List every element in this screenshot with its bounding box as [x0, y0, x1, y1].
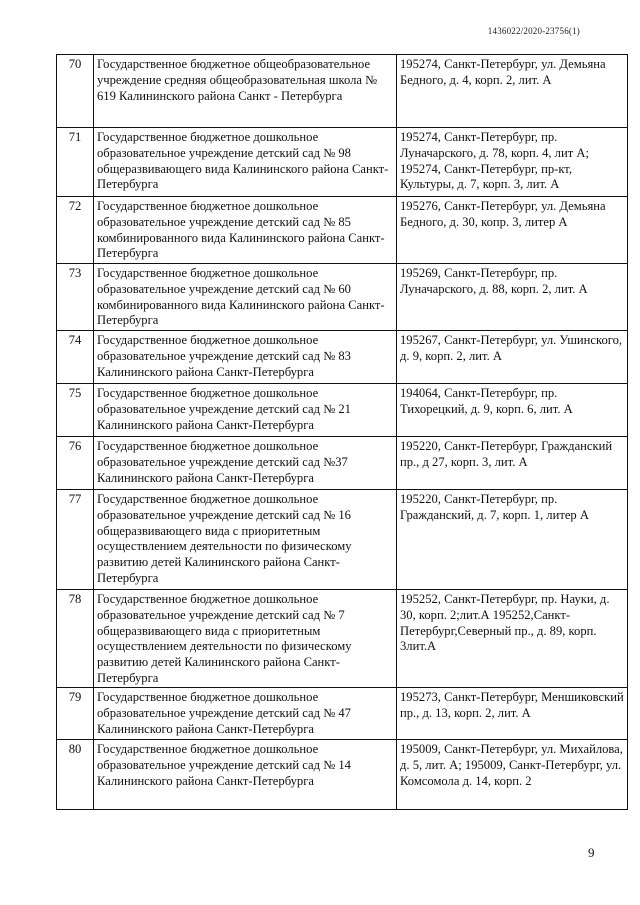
institution-address: 195220, Санкт-Петербург, Гражданский пр., д 27, корп. 3, лит. А [397, 437, 628, 490]
institution-name: Государственное бюджетное дошкольное образовательное учреждение детский сад № 47 Калининского района Санкт-Петербурга [94, 688, 397, 740]
table-row [57, 331, 628, 384]
row-number: 72 [57, 197, 94, 264]
institution-address: 195252, Санкт-Петербург, пр. Науки, д. 30, корп. 2;лит.А 195252,Санкт-Петербург,Северный пр., д. 89, корп. 3лит.А [397, 590, 628, 688]
institution-name: Государственное бюджетное дошкольное образовательное учреждение детский сад № 14 Калининского района Санкт-Петербурга [94, 740, 397, 810]
table-row [57, 128, 628, 197]
institution-address: 195009, Санкт-Петербург, ул. Михайлова, д. 5, лит. А; 195009, Санкт-Петербург, ул. Комсомола д. 14, корп. 2 [397, 740, 628, 810]
institution-address: 195274, Санкт-Петербург, пр. Луначарского, д. 78, корп. 4, лит А; 195274, Санкт-Петербург, пр-кт, Культуры, д. 7, корп. 3, лит. А [397, 128, 628, 197]
row-number: 80 [57, 740, 94, 810]
row-number: 77 [57, 490, 94, 590]
row-number: 73 [57, 264, 94, 331]
institution-address: 195274, Санкт-Петербург, ул. Демьяна Бедного, д. 4, корп. 2, лит. А [397, 55, 628, 128]
row-number: 78 [57, 590, 94, 688]
table-row [57, 490, 628, 590]
row-number: 71 [57, 128, 94, 197]
table-row [57, 688, 628, 740]
row-number: 76 [57, 437, 94, 490]
institution-name: Государственное бюджетное дошкольное образовательное учреждение детский сад № 7 общеразвивающего вида с приоритетным осуществлением деятельности по физическому развитию детей Калининского района Санкт-Петербурга [94, 590, 397, 688]
institutions-table [56, 54, 628, 810]
institution-address: 195276, Санкт-Петербург, ул. Демьяна Бедного, д. 30, копр. 3, литер А [397, 197, 628, 264]
institution-name: Государственное бюджетное дошкольное образовательное учреждение детский сад № 83 Калининского района Санкт-Петербурга [94, 331, 397, 384]
row-number: 74 [57, 331, 94, 384]
institution-name: Государственное бюджетное дошкольное образовательное учреждение детский сад № 60 комбинированного вида Калининского района Санкт-Петербурга [94, 264, 397, 331]
institution-name: Государственное бюджетное дошкольное образовательное учреждение детский сад № 85 комбинированного вида Калининского района Санкт-Петербурга [94, 197, 397, 264]
institution-name: Государственное бюджетное дошкольное образовательное учреждение детский сад № 21 Калининского района Санкт-Петербурга [94, 384, 397, 437]
table-row [57, 197, 628, 264]
institution-address: 195273, Санкт-Петербург, Меншиковский пр., д. 13, корп. 2, лит. А [397, 688, 628, 740]
institution-name: Государственное бюджетное дошкольное образовательное учреждение детский сад №37 Калининского района Санкт-Петербурга [94, 437, 397, 490]
row-number: 79 [57, 688, 94, 740]
page-number: 9 [588, 845, 595, 860]
table-row [57, 590, 628, 688]
table-row [57, 55, 628, 128]
row-number: 70 [57, 55, 94, 128]
table-row [57, 264, 628, 331]
table-row [57, 437, 628, 490]
institution-address: 195220, Санкт-Петербург, пр. Гражданский, д. 7, корп. 1, литер А [397, 490, 628, 590]
institution-name: Государственное бюджетное общеобразовательное учреждение средняя общеобразовательная школа № 619 Калининского района Санкт - Петербурга [94, 55, 397, 128]
row-number: 75 [57, 384, 94, 437]
institution-address: 195269, Санкт-Петербург, пр. Луначарского, д. 88, корп. 2, лит. А [397, 264, 628, 331]
table-row [57, 740, 628, 810]
institution-address: 195267, Санкт-Петербург, ул. Ушинского, д. 9, корп. 2, лит. А [397, 331, 628, 384]
document-number: 1436022/2020-23756(1) [487, 26, 580, 36]
table-row [57, 384, 628, 437]
institution-name: Государственное бюджетное дошкольное образовательное учреждение детский сад № 16 общеразвивающего вида с приоритетным осуществлением деятельности по физическому развитию детей Калининского района Санкт-Петербурга [94, 490, 397, 590]
institution-name: Государственное бюджетное дошкольное образовательное учреждение детский сад № 98 общеразвивающего вида Калининского района Санкт-Петербурга [94, 128, 397, 197]
institution-address: 194064, Санкт-Петербург, пр. Тихорецкий, д. 9, корп. 6, лит. А [397, 384, 628, 437]
